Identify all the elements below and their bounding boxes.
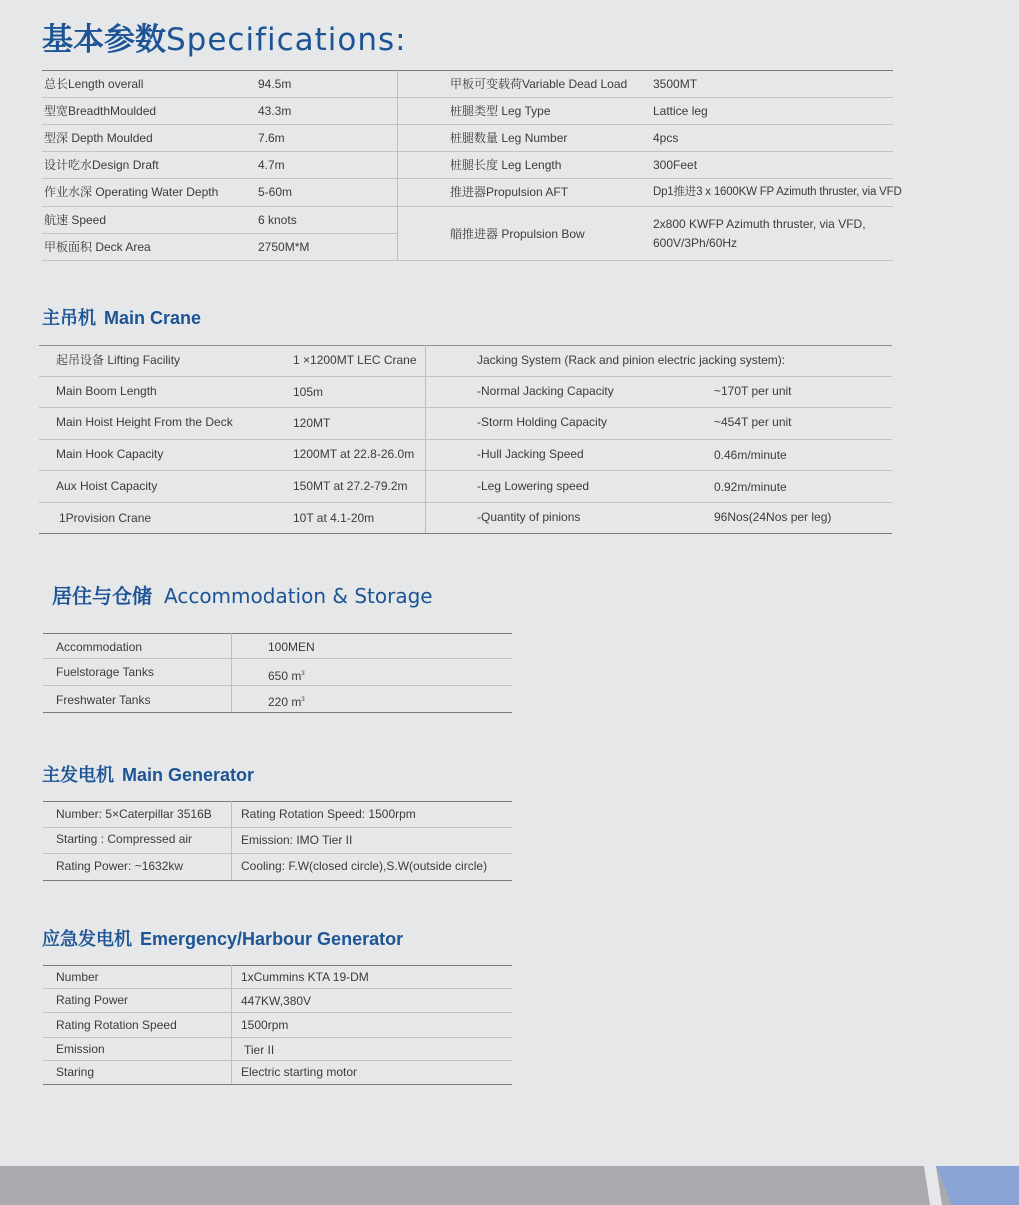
page-title-zh: 基本参数 [42, 22, 166, 58]
spec-label: 桩腿长度 Leg Length [450, 158, 562, 172]
accommodation-value: 220 $m^3$ [268, 695, 305, 709]
spec-value: 4.7m [258, 158, 285, 172]
page-title [42, 14, 407, 59]
crane-label: Main Hook Capacity [56, 447, 164, 461]
spec-value: 6 knots [258, 213, 297, 227]
spec-value-line2: 600V/3Ph/60Hz [653, 236, 738, 250]
emergency-label: Emission [56, 1042, 105, 1056]
jacking-label: -Storm Holding Capacity [477, 415, 608, 429]
spec-label: 甲板可变载荷Variable Dead Load [450, 77, 628, 91]
crane-label: Aux Hoist Capacity [56, 479, 158, 493]
spec-value: 94.5m [258, 77, 292, 91]
crane-label: 起吊设备 Lifting Facility [56, 353, 181, 367]
crane-label: Main Boom Length [56, 384, 157, 398]
section-title-en: Main Crane [104, 308, 202, 328]
spec-label: 总长Length overall [44, 77, 144, 91]
jacking-header: Jacking System (Rack and pinion electric jacking system): [477, 353, 786, 367]
spec-value: 4pcs [653, 131, 679, 145]
page-title-en: Specifications: [166, 22, 407, 58]
crane-value: 10T at 4.1-20m [293, 511, 375, 525]
jacking-label: -Hull Jacking Speed [477, 447, 584, 461]
crane-value: 150MT at 27.2-79.2m [293, 479, 408, 493]
spec-value: 3500MT [653, 77, 698, 91]
section-title-en: Emergency/Harbour Generator [140, 929, 404, 949]
crane-value: 1200MT at 22.8-26.0m [293, 447, 415, 461]
spec-label: 艏推进器 Propulsion Bow [450, 227, 585, 241]
generator-left-text: Rating Power: ~1632kw [56, 859, 184, 873]
footer-bar [0, 1166, 1019, 1205]
section-title-zh: 主发电机 [42, 765, 114, 785]
jacking-label: -Normal Jacking Capacity [477, 384, 614, 398]
section-title-main-crane [42, 304, 201, 330]
spec-label: 型宽BreadthMoulded [44, 104, 157, 118]
generator-right-text: Emission: IMO Tier II [241, 833, 353, 847]
generator-left-text: Starting : Compressed air [56, 832, 193, 846]
section-title-en: Main Generator [122, 765, 255, 785]
spec-value: 300Feet [653, 158, 698, 172]
crane-value: 120MT [293, 416, 331, 430]
accommodation-label: Fuelstorage Tanks [56, 665, 154, 679]
spec-label: 作业水深 Operating Water Depth [44, 185, 219, 199]
spec-value: Dp1推进3 x 1600KW FP Azimuth thruster, via VFD [653, 186, 902, 198]
generator-right-text: Rating Rotation Speed: 1500rpm [241, 807, 416, 821]
accommodation-label: Accommodation [56, 640, 143, 654]
crane-value: 105m [293, 385, 324, 399]
jacking-value: 0.46m/minute [714, 448, 787, 462]
spec-label: 设计吃水Design Draft [44, 158, 159, 172]
spec-value: 7.6m [258, 131, 285, 145]
spec-label: 桩腿数量 Leg Number [450, 131, 568, 145]
crane-value: 1 ×1200MT LEC Crane [293, 353, 417, 367]
emergency-value: Tier II [244, 1043, 275, 1057]
spec-value: 2750M*M [258, 240, 310, 254]
spec-label: 型深 Depth Moulded [44, 131, 153, 145]
section-title-emergency-generator [42, 925, 403, 951]
accommodation-value: 100MEN [268, 640, 315, 654]
crane-label: 1Provision Crane [59, 511, 152, 525]
emergency-value: Electric starting motor [241, 1065, 358, 1079]
crane-label: Main Hoist Height From the Deck [56, 415, 233, 429]
section-title-main-generator [42, 761, 254, 787]
emergency-label: Number [56, 970, 99, 984]
spec-label: 甲板面积 Deck Area [44, 240, 151, 254]
emergency-label: Rating Rotation Speed [56, 1018, 177, 1032]
spec-label: 桩腿类型 Leg Type [450, 104, 551, 118]
spec-label: 推进器Propulsion AFT [450, 185, 569, 199]
emergency-value: 447KW,380V [241, 994, 312, 1008]
accommodation-label: Freshwater Tanks [56, 693, 151, 707]
accommodation-value: 650 $m^3$ [268, 669, 305, 683]
emergency-value: 1500rpm [241, 1018, 289, 1032]
section-title-zh: 居住与仓储 [52, 586, 152, 608]
spec-value: 5-60m [258, 185, 293, 199]
section-title-accommodation [52, 580, 433, 609]
emergency-label: Staring [56, 1065, 95, 1079]
jacking-label: -Leg Lowering speed [477, 479, 590, 493]
jacking-value: ~454T per unit [714, 415, 792, 429]
spec-value: 43.3m [258, 104, 292, 118]
spec-value: Lattice leg [653, 104, 708, 118]
jacking-value: 96Nos(24Nos per leg) [714, 510, 832, 524]
emergency-value: 1xCummins KTA 19-DM [241, 970, 369, 984]
jacking-value: ~170T per unit [714, 384, 792, 398]
jacking-value: 0.92m/minute [714, 480, 787, 494]
jacking-label: -Quantity of pinions [477, 510, 581, 524]
generator-right-text: Cooling: F.W(closed circle),S.W(outside circle) [241, 859, 488, 873]
emergency-label: Rating Power [56, 993, 129, 1007]
spec-label: 航速 Speed [44, 213, 107, 227]
spec-value: 2x800 KWFP Azimuth thruster, via VFD, [653, 217, 866, 231]
section-title-en: Accommodation & Storage [164, 584, 433, 608]
section-title-zh: 主吊机 [42, 308, 96, 328]
section-title-zh: 应急发电机 [42, 929, 132, 949]
generator-left-text: Number: 5×Caterpillar 3516B [56, 807, 212, 821]
